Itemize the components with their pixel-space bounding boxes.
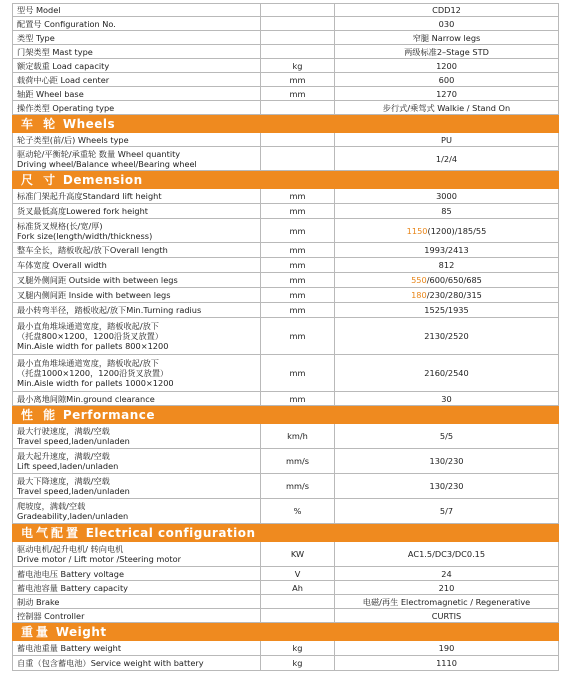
spec-row bbox=[13, 499, 559, 524]
spec-label-line: Fork size(length/width/thickness) bbox=[17, 230, 153, 241]
spec-row bbox=[13, 17, 559, 31]
spec-value bbox=[335, 147, 559, 171]
spec-unit: V bbox=[261, 567, 335, 581]
spec-value bbox=[335, 581, 559, 595]
spec-unit bbox=[261, 595, 335, 609]
spec-unit: mm bbox=[261, 318, 335, 355]
spec-label-line: 配置号 Configuration No. bbox=[17, 18, 116, 29]
spec-unit: mm bbox=[261, 303, 335, 318]
spec-row bbox=[13, 31, 559, 45]
spec-label-line: 整车全长，踏板收起/放下Overall length bbox=[17, 245, 168, 255]
spec-row bbox=[13, 303, 559, 318]
section-title-zh: 性 能 bbox=[21, 407, 59, 422]
spec-row bbox=[13, 45, 559, 59]
spec-value-text: 5/5 bbox=[439, 431, 454, 441]
spec-label bbox=[13, 318, 261, 355]
spec-unit: mm bbox=[261, 258, 335, 273]
spec-row bbox=[13, 73, 559, 87]
spec-unit: % bbox=[261, 499, 335, 524]
section-title bbox=[13, 623, 559, 641]
spec-row bbox=[13, 4, 559, 17]
spec-row bbox=[13, 273, 559, 288]
spec-unit: mm bbox=[261, 73, 335, 87]
section-header bbox=[13, 171, 559, 189]
spec-unit: mm bbox=[261, 355, 335, 392]
spec-value bbox=[335, 424, 559, 449]
spec-label-line: 最大行驶速度，满载/空载 bbox=[17, 426, 110, 436]
section-title-zh: 车 轮 bbox=[21, 116, 59, 131]
spec-label bbox=[13, 273, 261, 288]
section-title-en: Electrical configuration bbox=[85, 525, 256, 540]
spec-label bbox=[13, 595, 261, 609]
spec-value-text: 3000 bbox=[436, 191, 457, 201]
spec-value-text: 85 bbox=[441, 206, 452, 216]
spec-row bbox=[13, 392, 559, 406]
section-title bbox=[13, 115, 559, 133]
spec-value-text: 电磁/再生 Electromagnetic / Regenerative bbox=[362, 596, 531, 607]
spec-label-line: 控制器 Controller bbox=[17, 610, 85, 621]
spec-value-text: /230/280/315 bbox=[426, 290, 482, 300]
section-title-en: Wheels bbox=[62, 116, 116, 131]
spec-unit bbox=[261, 147, 335, 171]
spec-row bbox=[13, 449, 559, 474]
spec-label bbox=[13, 101, 261, 115]
spec-value bbox=[335, 474, 559, 499]
spec-unit bbox=[261, 45, 335, 59]
spec-value bbox=[335, 243, 559, 258]
spec-unit: mm bbox=[261, 189, 335, 204]
spec-value-text: 1525/1935 bbox=[424, 305, 469, 315]
spec-value-text: 600 bbox=[438, 74, 455, 85]
spec-label bbox=[13, 449, 261, 474]
spec-unit: mm bbox=[261, 219, 335, 243]
spec-label bbox=[13, 87, 261, 101]
spec-label bbox=[13, 73, 261, 87]
section-header bbox=[13, 623, 559, 641]
spec-row bbox=[13, 87, 559, 101]
section-title bbox=[13, 524, 559, 542]
section-title-en: Performance bbox=[62, 407, 156, 422]
spec-unit: mm bbox=[261, 87, 335, 101]
spec-value bbox=[335, 595, 559, 609]
spec-row bbox=[13, 542, 559, 567]
section-title-zh: 重量 bbox=[21, 624, 52, 639]
spec-unit: kg bbox=[261, 656, 335, 671]
section-header bbox=[13, 406, 559, 424]
specification-table bbox=[12, 3, 559, 671]
spec-label-line: 叉腿内侧间距 Inside with between legs bbox=[17, 290, 171, 300]
spec-value bbox=[335, 392, 559, 406]
spec-value bbox=[335, 101, 559, 115]
spec-value-text: 步行式/乘驾式 Walkie / Stand On bbox=[382, 102, 511, 113]
spec-label bbox=[13, 581, 261, 595]
spec-value-highlight: 1150 bbox=[406, 225, 428, 236]
spec-label bbox=[13, 656, 261, 671]
spec-row bbox=[13, 595, 559, 609]
spec-value bbox=[335, 4, 559, 17]
spec-value bbox=[335, 288, 559, 303]
spec-value-text: 1110 bbox=[436, 658, 457, 668]
spec-label-line: 货叉最低高度Lowered fork height bbox=[17, 206, 149, 216]
spec-row bbox=[13, 204, 559, 219]
spec-label bbox=[13, 424, 261, 449]
spec-label-line: 轮子类型(前/后) Wheels type bbox=[17, 134, 129, 145]
spec-label bbox=[13, 133, 261, 147]
spec-label bbox=[13, 147, 261, 171]
spec-row bbox=[13, 656, 559, 671]
spec-unit: mm bbox=[261, 204, 335, 219]
spec-label-line: 最小直角堆垛通道宽度，踏板收起/放下 bbox=[17, 358, 159, 368]
spec-row bbox=[13, 101, 559, 115]
spec-value bbox=[335, 219, 559, 243]
spec-label-line: 爬坡度，满载/空载 bbox=[17, 501, 86, 511]
spec-value bbox=[335, 133, 559, 147]
spec-unit: mm/s bbox=[261, 474, 335, 499]
spec-value-text: AC1.5/DC3/DC0.15 bbox=[407, 549, 486, 559]
spec-label-line: 门架类型 Mast type bbox=[17, 46, 93, 57]
section-header bbox=[13, 524, 559, 542]
spec-label-line: 驱动轮/平衡轮/承重轮 数量 Wheel quantity bbox=[17, 148, 181, 159]
spec-unit: Ah bbox=[261, 581, 335, 595]
spec-unit bbox=[261, 609, 335, 623]
spec-unit: kg bbox=[261, 641, 335, 656]
spec-value bbox=[335, 449, 559, 474]
spec-value bbox=[335, 641, 559, 656]
spec-value bbox=[335, 258, 559, 273]
spec-unit: km/h bbox=[261, 424, 335, 449]
spec-label-line: 型号 Model bbox=[17, 5, 61, 15]
spec-value-text: PU bbox=[441, 134, 452, 145]
spec-label-line: 载荷中心距 Load center bbox=[17, 74, 110, 85]
spec-row bbox=[13, 424, 559, 449]
spec-label-line: 最小离地间隙Min.ground clearance bbox=[17, 393, 155, 404]
spec-label bbox=[13, 31, 261, 45]
spec-row bbox=[13, 147, 559, 171]
spec-label-line: 类型 Type bbox=[17, 32, 55, 43]
spec-label bbox=[13, 641, 261, 656]
spec-value-text: CURTIS bbox=[431, 610, 462, 621]
section-title-zh: 尺 寸 bbox=[21, 172, 59, 187]
spec-label-line: 最大起升速度，满载/空载 bbox=[17, 451, 110, 461]
spec-value bbox=[335, 609, 559, 623]
spec-label bbox=[13, 499, 261, 524]
spec-row bbox=[13, 609, 559, 623]
spec-label bbox=[13, 303, 261, 318]
spec-value-highlight: 550 bbox=[411, 275, 427, 285]
spec-value-text: 1/2/4 bbox=[435, 153, 458, 164]
spec-value bbox=[335, 73, 559, 87]
spec-label bbox=[13, 4, 261, 17]
spec-label-line: 轴距 Wheel base bbox=[17, 88, 84, 99]
spec-value bbox=[335, 355, 559, 392]
spec-value-text: 5/7 bbox=[439, 506, 454, 516]
spec-value-text: 1993/2413 bbox=[424, 245, 469, 255]
spec-value-text: 24 bbox=[441, 568, 452, 579]
spec-unit: KW bbox=[261, 542, 335, 567]
spec-label-line: 蓄电池重量 Battery weight bbox=[17, 643, 122, 653]
spec-value-text: 190 bbox=[438, 643, 455, 653]
spec-value bbox=[335, 59, 559, 73]
spec-unit: mm bbox=[261, 243, 335, 258]
spec-label-line: 操作类型 Operating type bbox=[17, 102, 115, 113]
spec-value-highlight: 180 bbox=[411, 290, 427, 300]
spec-unit: kg bbox=[261, 59, 335, 73]
specification-table-body bbox=[13, 4, 559, 671]
spec-value-text: CDD12 bbox=[432, 5, 461, 15]
spec-label bbox=[13, 204, 261, 219]
spec-label-line: Drive motor / Lift motor /Steering motor bbox=[17, 554, 181, 564]
spec-unit: mm bbox=[261, 273, 335, 288]
spec-label-line: Travel speed,laden/unladen bbox=[17, 436, 130, 446]
spec-value bbox=[335, 204, 559, 219]
spec-label-line: 蓄电池电压 Battery voltage bbox=[17, 568, 125, 579]
spec-row bbox=[13, 641, 559, 656]
spec-value-text: 030 bbox=[438, 18, 455, 29]
spec-row bbox=[13, 189, 559, 204]
spec-label-line: 叉腿外侧间距 Outside with between legs bbox=[17, 275, 178, 285]
spec-value bbox=[335, 656, 559, 671]
spec-label-line: Min.Aisle width for pallets 800×1200 bbox=[17, 341, 169, 351]
spec-value bbox=[335, 499, 559, 524]
spec-label bbox=[13, 609, 261, 623]
spec-value bbox=[335, 17, 559, 31]
spec-value-text: 1270 bbox=[436, 88, 457, 99]
section-header bbox=[13, 115, 559, 133]
spec-label-line: Gradeability,laden/unladen bbox=[17, 511, 129, 521]
spec-value bbox=[335, 273, 559, 288]
spec-label-line: 驱动电机/起升电机/ 转向电机 bbox=[17, 544, 124, 554]
spec-label-line: 最小直角堆垛通道宽度，踏板收起/放下 bbox=[17, 321, 159, 331]
spec-label bbox=[13, 219, 261, 243]
spec-label bbox=[13, 567, 261, 581]
spec-row bbox=[13, 567, 559, 581]
spec-label bbox=[13, 243, 261, 258]
spec-value-text: 2130/2520 bbox=[424, 331, 469, 341]
spec-unit bbox=[261, 133, 335, 147]
spec-label-line: （托盘800×1200，1200沿货叉放置） bbox=[17, 331, 164, 341]
spec-row bbox=[13, 355, 559, 392]
spec-label bbox=[13, 355, 261, 392]
spec-label bbox=[13, 258, 261, 273]
spec-value-text: 30 bbox=[441, 393, 452, 404]
spec-label-line: Driving wheel/Balance wheel/Bearing wheel bbox=[17, 158, 197, 169]
spec-unit: mm/s bbox=[261, 449, 335, 474]
spec-row bbox=[13, 258, 559, 273]
spec-value bbox=[335, 45, 559, 59]
section-title bbox=[13, 406, 559, 424]
spec-row bbox=[13, 219, 559, 243]
spec-row bbox=[13, 133, 559, 147]
spec-unit bbox=[261, 31, 335, 45]
spec-label bbox=[13, 17, 261, 31]
spec-unit: mm bbox=[261, 288, 335, 303]
section-title-en: Weight bbox=[55, 624, 107, 639]
spec-label-line: （托盘1000×1200，1200沿货叉放置） bbox=[17, 368, 169, 378]
spec-value-text: 130/230 bbox=[429, 456, 464, 466]
spec-value bbox=[335, 31, 559, 45]
spec-label bbox=[13, 474, 261, 499]
spec-label-line: 制动 Brake bbox=[17, 596, 60, 607]
spec-unit bbox=[261, 17, 335, 31]
spec-label bbox=[13, 392, 261, 406]
spec-row bbox=[13, 318, 559, 355]
spec-label-line: Lift speed,laden/unladen bbox=[17, 461, 119, 471]
spec-unit: mm bbox=[261, 392, 335, 406]
spec-row bbox=[13, 474, 559, 499]
spec-value-text: 两级标准2–Stage STD bbox=[404, 46, 489, 57]
spec-value-text: 窄腿 Narrow legs bbox=[412, 32, 481, 43]
spec-value bbox=[335, 318, 559, 355]
spec-value-text: (1200)/185/55 bbox=[427, 225, 487, 236]
section-title bbox=[13, 171, 559, 189]
spec-value bbox=[335, 87, 559, 101]
spec-label-line: 标准门架起升高度Standard lift height bbox=[17, 191, 162, 201]
spec-row bbox=[13, 581, 559, 595]
spec-value bbox=[335, 189, 559, 204]
spec-value-text: 130/230 bbox=[429, 481, 464, 491]
spec-value-text: /600/650/685 bbox=[426, 275, 482, 285]
section-title-en: Demension bbox=[62, 172, 143, 187]
spec-label-line: 额定载重 Load capacity bbox=[17, 60, 110, 71]
spec-value-text: 2160/2540 bbox=[424, 368, 469, 378]
spec-value-text: 210 bbox=[438, 582, 455, 593]
spec-label-line: Travel speed,laden/unladen bbox=[17, 486, 130, 496]
spec-label-line: 标准货叉规格(长/宽/厚) bbox=[17, 220, 103, 231]
spec-row bbox=[13, 59, 559, 73]
spec-label-line: 自重（包含蓄电池）Service weight with battery bbox=[17, 658, 204, 668]
spec-row bbox=[13, 243, 559, 258]
spec-label bbox=[13, 59, 261, 73]
spec-value-text: 812 bbox=[438, 260, 455, 270]
spec-label bbox=[13, 542, 261, 567]
spec-label-line: 蓄电池容量 Battery capacity bbox=[17, 582, 129, 593]
spec-label-line: 最大下降速度，满载/空载 bbox=[17, 476, 110, 486]
spec-label-line: 车体宽度 Overall width bbox=[17, 260, 107, 270]
spec-value-text: 1200 bbox=[436, 60, 457, 71]
spec-row bbox=[13, 288, 559, 303]
spec-value bbox=[335, 542, 559, 567]
spec-value bbox=[335, 303, 559, 318]
spec-value bbox=[335, 567, 559, 581]
spec-label bbox=[13, 288, 261, 303]
spec-label bbox=[13, 45, 261, 59]
spec-unit bbox=[261, 101, 335, 115]
spec-label bbox=[13, 189, 261, 204]
spec-label-line: 最小转弯半径，踏板收起/放下Min.Turning radius bbox=[17, 305, 202, 315]
section-title-zh: 电气配置 bbox=[21, 525, 82, 540]
spec-label-line: Min.Aisle width for pallets 1000×1200 bbox=[17, 378, 174, 388]
spec-unit bbox=[261, 4, 335, 17]
